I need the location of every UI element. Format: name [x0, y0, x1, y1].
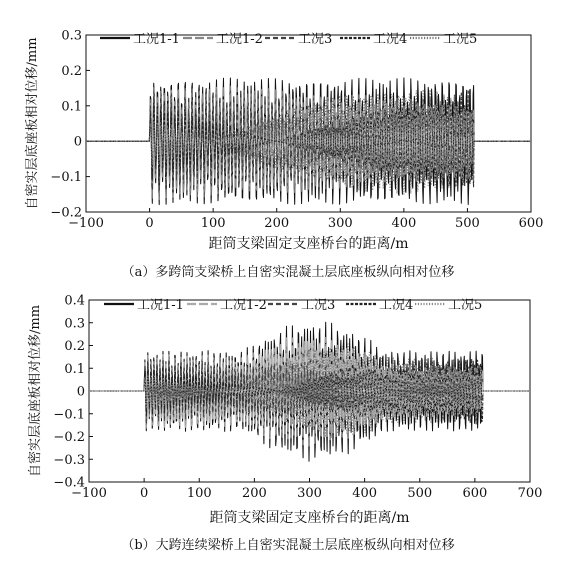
x-tick-label: 600 — [462, 486, 488, 501]
y-tick-label: 0.1 — [64, 361, 85, 377]
x-tick-label: 100 — [200, 216, 226, 231]
legend-label: 工况3 — [298, 32, 333, 47]
x-tick-label: 300 — [327, 216, 353, 231]
legend-label: 工况1-1 — [137, 298, 184, 313]
plot-area-b — [89, 300, 530, 482]
y-tick-labels-a — [50, 29, 82, 221]
legend-label: 工况5 — [448, 298, 483, 313]
x-tick-labels-b — [71, 486, 542, 501]
y-axis-title-text: 自密实层底座板相对位移/mm — [25, 37, 40, 210]
y-tick-label: 0.3 — [64, 316, 85, 332]
y-tick-label: 0.1 — [61, 99, 82, 115]
y-tick-label: 0.2 — [61, 63, 82, 79]
y-axis-title-a — [24, 37, 40, 209]
x-tick-label: 100 — [186, 486, 212, 501]
x-tick-label: 600 — [518, 216, 544, 231]
chart-b — [27, 294, 542, 554]
x-tick-label: 400 — [391, 216, 417, 231]
chart-a — [24, 29, 543, 281]
legend-label: 工况5 — [443, 32, 478, 47]
y-axis-title-b — [27, 305, 43, 477]
caption-b: （b）大跨连续梁桥上自密实混凝土层底座板纵向相对位移 — [121, 538, 455, 553]
x-tick-label: 0 — [145, 216, 154, 231]
y-tick-label: −0.4 — [53, 475, 85, 491]
x-tick-label: 500 — [407, 486, 433, 501]
y-tick-labels-b — [53, 294, 85, 491]
y-axis-title-text: 自密实层底座板相对位移/mm — [28, 304, 43, 478]
legend-label: 工况1-2 — [216, 32, 263, 47]
x-tick-labels-a — [68, 216, 543, 231]
x-tick-label: 0 — [139, 486, 149, 501]
x-axis-title-b: 距筒支梁固定支座桥台的距离/m — [209, 510, 410, 526]
legend-label: 工况1-2 — [220, 298, 267, 313]
legend-a — [100, 32, 477, 47]
legend-label: 工况4 — [379, 298, 414, 313]
x-tick-label: 200 — [264, 216, 290, 231]
caption-a: （a）多跨筒支梁桥上自密实混凝土层底座板纵向相对位移 — [121, 265, 455, 280]
y-tick-label: 0.3 — [61, 28, 82, 44]
y-tick-label: 0.4 — [64, 293, 85, 309]
y-tick-label: −0.1 — [53, 407, 85, 423]
x-tick-label: 200 — [241, 486, 267, 501]
legend-label: 工况4 — [373, 32, 408, 47]
x-tick-label: 500 — [455, 216, 480, 231]
x-tick-label: −100 — [71, 486, 107, 501]
x-tick-label: −100 — [68, 216, 104, 231]
y-tick-label: −0.2 — [53, 430, 85, 445]
y-tick-label: −0.3 — [53, 452, 85, 468]
x-axis-title-a: 距筒支梁固定支座桥台的距离/m — [208, 236, 409, 252]
x-tick-label: 400 — [352, 486, 378, 501]
legend-label: 工况3 — [301, 298, 336, 313]
y-tick-label: −0.1 — [50, 170, 82, 186]
y-tick-label: 0 — [73, 134, 82, 150]
y-tick-label: −0.2 — [50, 205, 82, 221]
plot-area-a — [86, 35, 531, 212]
legend-label: 工况1-1 — [133, 32, 180, 47]
x-tick-label: 700 — [517, 486, 543, 501]
y-tick-label: 0.2 — [64, 339, 85, 354]
x-tick-label: 300 — [297, 486, 322, 501]
y-tick-label: 0 — [76, 384, 85, 400]
